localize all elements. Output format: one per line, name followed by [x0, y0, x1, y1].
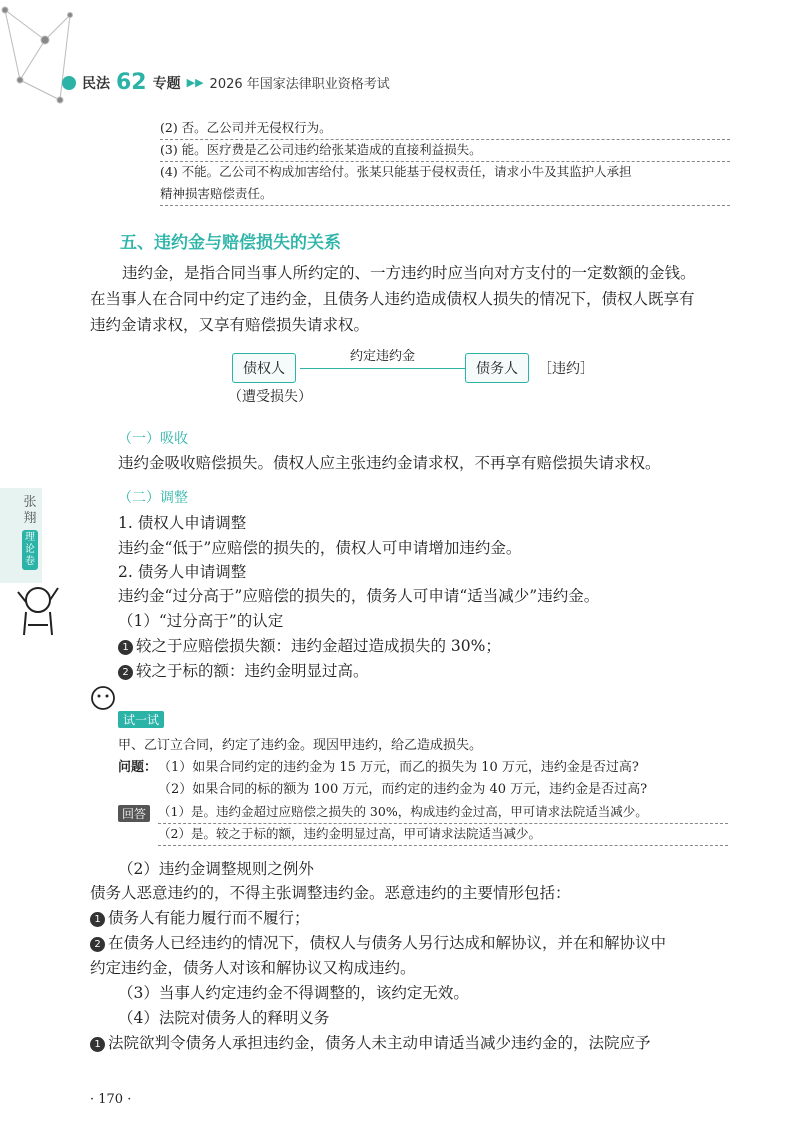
cartoon-head-icon [88, 683, 118, 713]
header-subject: 民法 [82, 75, 110, 92]
diagram-bottom-note: （遭受损失） [228, 389, 312, 405]
number-badge-icon: 1 [118, 640, 133, 655]
try-tag-label: 试一试 [118, 711, 164, 728]
paragraph: 违约金，是指合同当事人所约定的、一方违约时应当向对方支付的一定数额的金钱。 [122, 264, 696, 282]
paragraph: 违约金请求权，又享有赔偿损失请求权。 [90, 316, 370, 334]
answer-line: (2) 否。乙公司并无侵权行为。 [160, 117, 730, 140]
diagram-top-label: 约定违约金 [350, 349, 416, 364]
item-heading: 1. 债权人申请调整 [118, 514, 247, 532]
paragraph: 在当事人在合同中约定了违约金，且债务人违约造成债权人损失的情况下，债权人既享有 [90, 290, 695, 308]
number-badge-icon: 1 [90, 1037, 105, 1052]
item-heading: （2）违约金调整规则之例外 [118, 860, 314, 878]
subheading: （二）调整 [118, 490, 188, 506]
bullet-item [90, 1030, 730, 1056]
creditor-box: 债权人 [232, 353, 296, 383]
bullet-item [118, 633, 758, 659]
section-title: 五、违约金与赔偿损失的关系 [120, 233, 341, 253]
item-heading: （4）法院对债务人的释明义务 [118, 1009, 330, 1027]
bullet-text: 在债务人已经违约的情况下，债权人与债务人另行达成和解协议，并在和解协议中 [108, 934, 667, 952]
diagram-connector [300, 368, 465, 369]
arrow-icon: ▶▶ [186, 76, 204, 89]
paragraph: 违约金“过分高于”应赔偿的损失的，债务人可申请“适当减少”违约金。 [118, 587, 600, 605]
item-heading: （1）“过分高于”的认定 [118, 612, 284, 630]
bullet-text: 较之于标的额：违约金明显过高。 [136, 662, 369, 680]
answer-line: (3) 能。医疗费是乙公司违约给张某造成的直接利益损失。 [160, 139, 730, 162]
bullet-item [118, 658, 758, 684]
question-line: （1）如果合同约定的违约金为 15 万元，而乙的损失为 10 万元，违约金是否过高? [158, 760, 639, 775]
question-label: 问题： [118, 760, 158, 775]
number-badge-icon: 2 [90, 937, 105, 952]
bullet-text: 较之于应赔偿损失额：违约金超过造成损失的 30%； [136, 637, 501, 655]
book-logo-icon [62, 76, 76, 90]
number-badge-icon: 2 [118, 665, 133, 680]
question-line: （2）如果合同的标的额为 100 万元，而约定的违约金为 40 万元，违约金是否过高? [158, 782, 648, 797]
debtor-box: 债务人 [465, 353, 529, 383]
bullet-item [90, 930, 730, 956]
subheading: （一）吸收 [118, 431, 188, 447]
bullet-text: 债务人有能力履行而不履行； [108, 909, 310, 927]
item-heading: 2. 债务人申请调整 [118, 563, 247, 581]
answer-line: （1）是。违约金超过应赔偿之损失的 30%，构成违约金过高，甲可请求法院适当减少。 [158, 801, 728, 824]
answer-line: 精神损害赔偿责任。 [160, 183, 730, 206]
item-heading: （3）当事人约定违约金不得调整的，该约定无效。 [118, 984, 469, 1002]
side-name: 张翔 [23, 495, 37, 526]
cartoon-mascot-icon [10, 580, 65, 640]
bullet-item [90, 905, 730, 931]
paragraph: 违约金吸收赔偿损失。债权人应主张违约金请求权，不再享有赔偿损失请求权。 [118, 454, 661, 472]
page-number: · 170 · [90, 1092, 132, 1107]
side-tag: 理论卷 [22, 530, 38, 570]
paragraph: 债务人恶意违约的，不得主张调整违约金。恶意违约的主要情形包括： [90, 884, 571, 902]
try-tag [118, 709, 164, 728]
diagram-right-note: ［违约］ [538, 361, 594, 377]
header-exam: 2026 年国家法律职业资格考试 [209, 77, 390, 92]
header-number: 62 [116, 70, 147, 95]
answer-line: （2）是。较之于标的额，违约金明显过高，甲可请求法院适当减少。 [158, 823, 728, 846]
answer-tag: 回答 [118, 805, 150, 822]
paragraph: 违约金“低于”应赔偿的损失的，债权人可申请增加违约金。 [118, 539, 522, 557]
case-text: 甲、乙订立合同，约定了违约金。现因甲违约，给乙造成损失。 [118, 738, 483, 753]
running-header [62, 70, 390, 95]
answer-label [118, 803, 150, 822]
number-badge-icon: 1 [90, 912, 105, 927]
answer-line: (4) 不能。乙公司不构成加害给付。张某只能基于侵权责任，请求小牛及其监护人承担 [160, 164, 632, 179]
header-unit: 专题 [152, 75, 181, 92]
bullet-text: 法院欲判令债务人承担违约金，债务人未主动申请适当减少违约金的，法院应予 [108, 1034, 651, 1052]
paragraph: 约定违约金，债务人对该和解协议又构成违约。 [90, 959, 416, 977]
